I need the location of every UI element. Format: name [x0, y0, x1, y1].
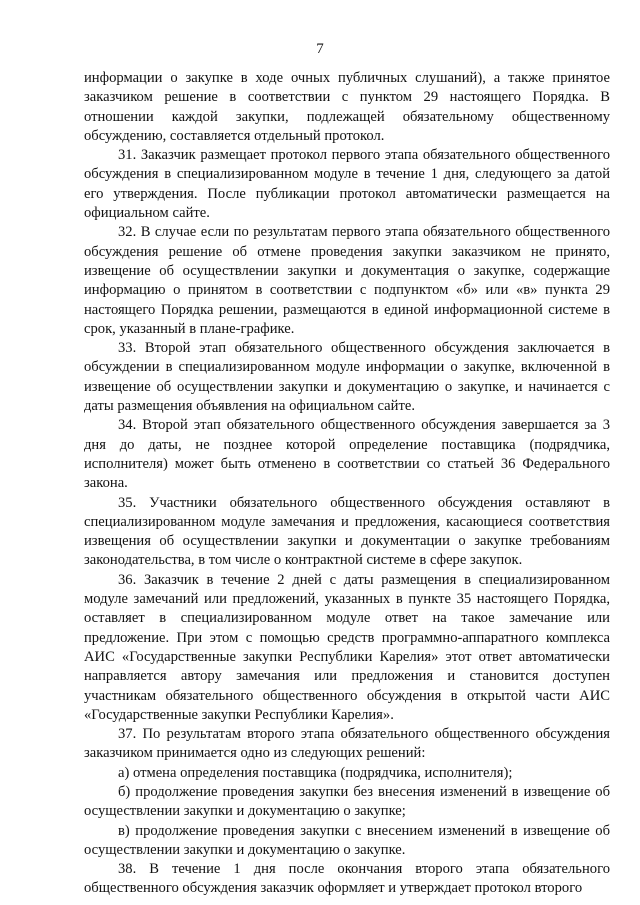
paragraph-38: 38. В течение 1 дня после окончания второго этапа обязательного общественного обсуждения заказчик оформляет и утверждает протокол второго [84, 861, 610, 897]
page-number: 7 [316, 41, 324, 57]
document-body [84, 69, 610, 899]
paragraph-35: 35. Участники обязательного общественного обсуждения оставляют в специализированном модуле замечания и предложения, касающиеся соответствия извещения об осуществлении закупки и документации о закупке требованиям законодательства, в том числе о контрактной системе в сфере закупок. [84, 494, 610, 569]
list-item-b: б) продолжение проведения закупки без внесения изменений в извещение об осуществлении закупки и документацию о закупке; [84, 783, 610, 820]
paragraph-34: 34. Второй этап обязательного общественного обсуждения завершается за 3 дня до даты, не позднее которой определение поставщика (подрядчика, исполнителя) может быть отменено в соответствии со статьей 36 Федерального закона. [84, 417, 610, 492]
list-item-a: а) отмена определения поставщика (подрядчика, исполнителя); [118, 764, 513, 781]
paragraph-32: 32. В случае если по результатам первого этапа обязательного общественного обсуждения решение об отмене проведения закупки заказчиком не принято, извещение об осуществлении закупки и документация о закупке, содержащие информацию о принятом в соответствии с подпунктом «б» или «в» пункта 29 настоящего Порядка решении, размещаются в единой информационной системе в срок, указанный в плане-графике. [84, 224, 610, 337]
list-item-v: в) продолжение проведения закупки с внесением изменений в извещение об осуществлении закупки и документацию о закупке. [84, 822, 610, 858]
paragraph-31: 31. Заказчик размещает протокол первого этапа обязательного общественного обсуждения в специализированном модуле в течение 1 дня, следующего за датой его утверждения. После публикации протокол автоматически размещается на официальном сайте. [84, 147, 610, 222]
paragraph-37: 37. По результатам второго этапа обязательного общественного обсуждения заказчиком принимается одно из следующих решений: [84, 726, 610, 762]
paragraph-36: 36. Заказчик в течение 2 дней с даты размещения в специализированном модуле замечаний или предложений, указанных в пункте 35 настоящего Порядка, оставляет в специализированном модуле ответ на такое замечание или предложение. При этом с помощью средств программно-аппаратного комплекса АИС «Государственные закупки Республики Карелия» этот ответ автоматически направляется автору замечания или предложения и становится доступен участникам обязательного общественного обсуждения в открытой части АИС «Государственные закупки Республики Карелия». [84, 571, 610, 723]
paragraph-33: 33. Второй этап обязательного общественного обсуждения заключается в обсуждении в специализированном модуле информации о закупке, включенной в извещение об осуществлении закупки и документацию о закупке, и начинается с даты размещения объявления на официальном сайте. [84, 340, 610, 415]
paragraph-continuation: информации о закупке в ходе очных публичных слушаний), а также принятое заказчиком решение в соответствии с пунктом 29 настоящего Порядка. В отношении каждой закупки, подлежащей обязательному общественному обсуждению, составляется отдельный протокол. [84, 70, 610, 144]
